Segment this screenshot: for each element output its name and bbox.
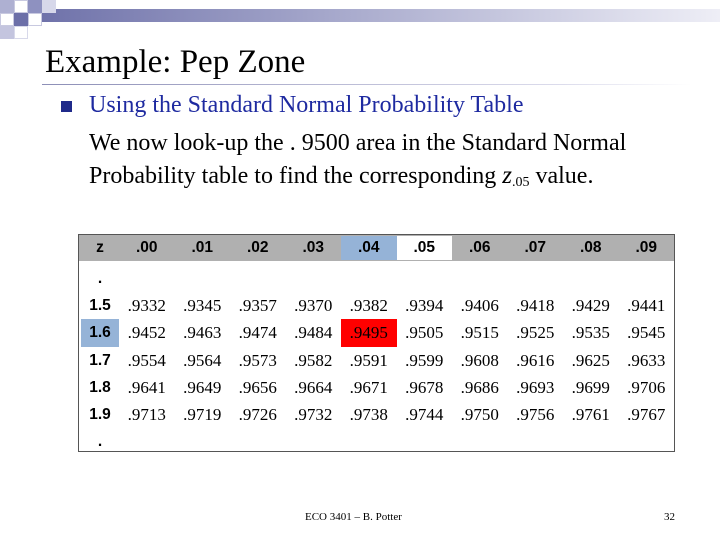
decor-square <box>42 0 56 13</box>
table-cell: .9732 <box>294 405 333 424</box>
table-cell: .9406 <box>460 296 499 316</box>
table-cell: .9564 <box>183 350 222 370</box>
table-cell: .9656 <box>238 377 277 397</box>
table-cell: .9535 <box>571 323 610 343</box>
z-subscript: .05 <box>511 174 530 190</box>
table-cell: .9761 <box>571 405 610 424</box>
footer-course: ECO 3401 – B. Potter <box>305 511 402 523</box>
row-label: 1.9 <box>89 406 111 423</box>
table-cell: .9573 <box>238 350 277 370</box>
table-cell: .9756 <box>516 405 555 424</box>
row-label: . <box>97 270 103 287</box>
title-underline <box>42 84 692 85</box>
column-header: .05 <box>397 236 453 260</box>
standard-normal-table <box>78 234 675 452</box>
table-cell: .9649 <box>183 377 222 397</box>
decor-square <box>28 13 42 26</box>
decor-square <box>0 26 14 39</box>
table-cell: .9332 <box>127 296 166 316</box>
subheading: Using the Standard Normal Probability Table <box>89 92 524 118</box>
table-cell: .9554 <box>127 350 166 370</box>
column-header: .09 <box>635 239 658 256</box>
column-header: .07 <box>524 239 547 256</box>
page-number: 32 <box>664 511 675 523</box>
column-header: .01 <box>191 239 214 256</box>
table-cell: .9394 <box>405 296 444 316</box>
column-header: .03 <box>302 239 325 256</box>
row-label: 1.5 <box>89 297 111 315</box>
table-cell: .9713 <box>127 405 166 424</box>
body-paragraph <box>89 128 689 198</box>
table-cell: .9767 <box>627 405 666 424</box>
table-cell: .9744 <box>405 405 444 424</box>
decor-square <box>0 13 14 26</box>
table-cell: .9664 <box>294 377 333 397</box>
table-cell: .9452 <box>127 323 166 343</box>
decor-square <box>0 0 14 13</box>
table-cell: .9591 <box>349 350 388 370</box>
table-cell: .9441 <box>627 296 666 316</box>
row-label: 1.8 <box>89 378 111 396</box>
table-cell: .9625 <box>571 350 610 370</box>
table-cell: .9370 <box>294 296 333 316</box>
table-cell: .9719 <box>183 405 222 424</box>
table-cell: .9706 <box>627 377 666 397</box>
slide-title: Example: Pep Zone <box>45 44 306 80</box>
table-cell: .9726 <box>238 405 277 424</box>
row-label: . <box>97 433 103 451</box>
adjacent-cell: .9505 <box>397 319 453 346</box>
table-cell: .9418 <box>516 296 555 316</box>
table-cell: .9582 <box>294 350 333 370</box>
table-cell: .9345 <box>183 296 222 316</box>
table-cell: .9357 <box>238 296 277 316</box>
table-cell: .9671 <box>349 377 388 397</box>
table-cell: .9525 <box>516 323 555 343</box>
column-header: .06 <box>468 239 491 256</box>
highlighted-cell: .9495 <box>341 319 397 346</box>
table-cell: .9545 <box>627 323 666 343</box>
decor-square <box>28 0 42 13</box>
row-label: 1.7 <box>89 351 111 369</box>
column-header: .08 <box>579 239 602 256</box>
table-cell: .9616 <box>516 350 555 370</box>
table-cell: .9463 <box>183 323 222 343</box>
table-cell: .9608 <box>460 350 499 370</box>
title-bar-gradient <box>24 9 720 22</box>
row-label: 1.6 <box>81 319 119 346</box>
paragraph-text: We now look-up the . 9500 area in the Standard Normal Probability table to find the corresponding <box>89 130 627 189</box>
bullet-square-icon <box>61 101 72 112</box>
column-header: .02 <box>246 239 269 256</box>
table-cell: .9484 <box>294 323 333 343</box>
table-cell: .9686 <box>460 377 499 397</box>
table-cell: .9474 <box>238 323 277 343</box>
table-cell: .9382 <box>349 296 388 316</box>
table-cell: .9678 <box>405 377 444 397</box>
table-cell: .9633 <box>627 350 666 370</box>
table-cell: .9750 <box>460 405 499 424</box>
table-cell: .9599 <box>405 350 444 370</box>
table-cell: .9738 <box>349 405 388 424</box>
decor-square <box>14 0 28 13</box>
header-decoration <box>0 0 720 50</box>
column-header: .00 <box>135 239 158 256</box>
table-cell: .9641 <box>127 377 166 397</box>
column-header: .04 <box>341 236 397 260</box>
z-variable: z <box>502 161 512 189</box>
table-cell: .9693 <box>516 377 555 397</box>
table-cell: .9515 <box>460 323 499 343</box>
table-corner-z: z <box>96 239 104 256</box>
paragraph-tail: value. <box>529 162 594 189</box>
table-cell: .9429 <box>571 296 610 316</box>
decor-square <box>14 13 28 26</box>
decor-square <box>14 26 28 39</box>
table-cell: .9699 <box>571 377 610 397</box>
